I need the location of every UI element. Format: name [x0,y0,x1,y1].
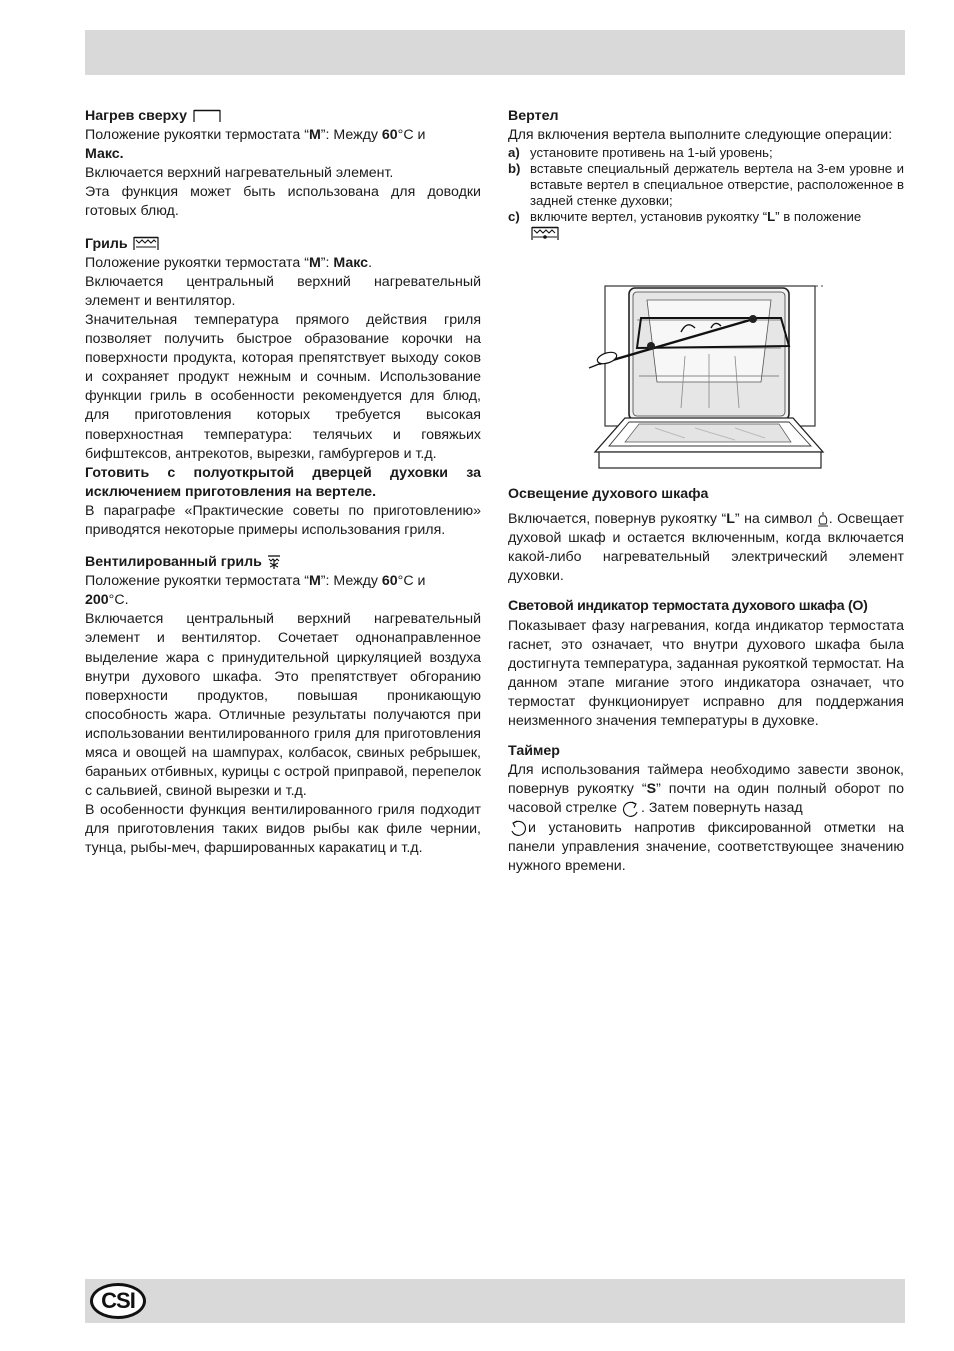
section-title: Таймер [508,743,560,760]
left-column [85,107,481,859]
paragraph: Включается, повернув рукоятку “L” на символ . Освещает духовой шкаф и остается включенным, когда включается какой-либо нагревательный электрический элемент духовки. [508,511,905,585]
clockwise-arrow-icon [621,800,641,818]
section-light [508,485,904,586]
paragraph: Включается центральный верхний нагревательный элемент и вентилятор. [85,273,481,309]
paragraph: Показывает фазу нагревания, когда индикатор термостата гаснет, это означает, что внутри духового шкафа была достигнута температура, заданная рукояткой термостат. На данном этапе мигание этого индикатора означает, что термостат функционирует исправно для поддержания неизменного значения температуры в духовке. [508,617,904,730]
header-bar [85,30,905,75]
list-item: b) вставьте специальный держатель вертела на 3-ем уровне и вставьте вертел в специальное отверстие, расположенное в задней стенке духовки; [508,161,904,209]
oven-spit-illustration [585,278,825,474]
paragraph: В параграфе «Практические советы по приготовлению» приводятся некоторые примеры использования гриля. [85,502,481,538]
fan-grill-icon [266,554,282,570]
paragraph: Эта функция может быть использована для доводки готовых блюд. [85,184,481,220]
list-item: c) включите вертел, установив рукоятку “L” в положение [508,209,904,241]
paragraph: Положение рукоятки термостата “M”: Макс. [85,254,373,271]
section-spit [508,107,904,241]
right-column [508,107,904,241]
paragraph: Включается верхний нагревательный элемент. [85,165,394,182]
paragraph: Значительная температура прямого действия гриля позволяет получить быстрое образование корочки на поверхности продукта, которая препятствует выходу соков и сохраняет продукт нежным и сочным. Использование функции гриль в особенности рекомендуется для блюд, для приготовления которых требуется высокая поверхностная температура: телячьих и говяжьих бифштексов, антрекотов, вырезки, гамбургеров и т.д. [85,311,481,462]
list-item: a) установите противень на 1-ый уровень; [508,145,773,161]
section-title: Вертел [508,108,559,124]
section-timer [508,742,904,876]
paragraph-bold: Готовить с полуоткрытой дверцей духовки за исключением приготовления на вертеле. [85,464,481,500]
grill-icon [132,236,160,251]
paragraph: Положение рукоятки термостата “M”: Между 60°С и 200°С. [85,573,426,609]
section-title: Гриль [85,235,481,254]
paragraph: Для использования таймера необходимо завести звонок, повернув рукоятку “S” почти на один полный оборот по часовой стрелке . Затем повернуть назад и установить напротив фиксированной отметки на панели управления значение, соответствующее значению нужного времени. [508,762,904,874]
footer-bar [85,1279,905,1323]
section-title: Световой индикатор термостата духового шкафа (О) [508,598,868,615]
lamp-icon [817,511,829,527]
paragraph: В особенности функция вентилированного гриля подходит для приготовления таких видов рыбы как филе чернии, тунца, рыбы-меч, фаршированных каракатиц и т.д. [85,802,481,857]
section-top-heat [85,107,481,222]
csi-logo: CSI [90,1283,146,1319]
section-title: Освещение духового шкафа [508,486,709,502]
steps-list [508,145,904,241]
section-indicator [508,597,904,731]
section-title: Вентилированный гриль [85,553,481,572]
spit-grill-icon [530,226,560,241]
section-grill [85,235,481,541]
top-heat-icon [191,109,223,123]
right-column-lower [508,485,904,876]
paragraph: Положение рукоятки термостата “M”: Между 60°С и Макс. [85,127,426,163]
counterclockwise-arrow-icon [508,819,528,837]
section-title: Нагрев сверху [85,107,481,126]
paragraph: Включается центральный верхний нагревательный элемент и вентилятор. Сочетает однонаправленное выделение жара с принудительной циркуляцией воздуха внутри духового шкафа. Это препятствует обгоранию поверхности продуктов, повышая проникающую способность жара. Отличные результаты получаются при использовании вентилированного гриля для приготовления мяса и овощей на шампурах, колбасок, свиных ребрышек, бараньих отбивных, курицы с острой приправой, перепелок с сальвией, свиной вырезки и т.д. [85,611,481,800]
paragraph: Для включения вертела выполните следующие операции: [508,127,893,144]
section-vent-grill [85,553,481,859]
